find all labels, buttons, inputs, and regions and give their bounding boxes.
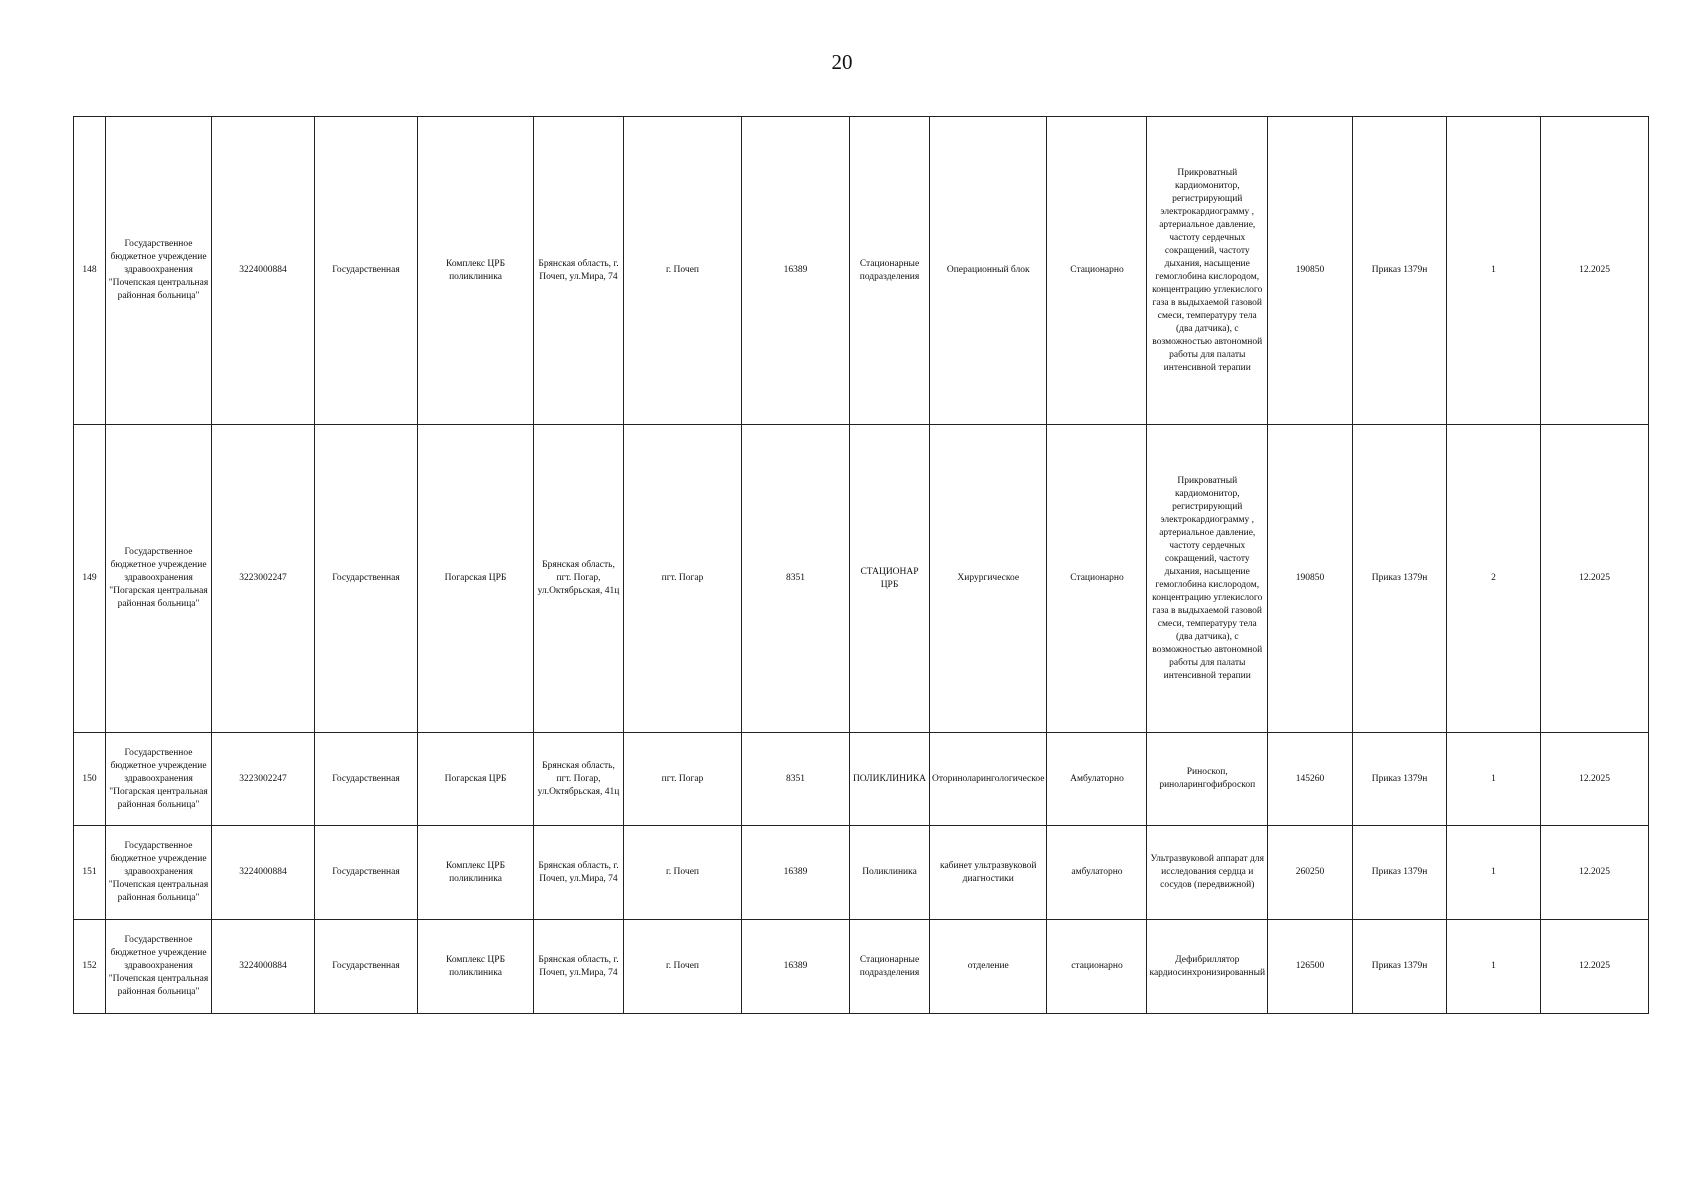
order: Приказ 1379н [1353,920,1447,1014]
row-number: 151 [74,826,106,920]
care-form: Стационарно [1047,425,1147,733]
ownership: Государственная [315,733,418,826]
department: Хирургическое [930,425,1047,733]
date: 12.2025 [1541,733,1649,826]
address: Брянская область, г. Почеп, ул.Мира, 74 [534,117,624,425]
table-row [74,117,1649,425]
quantity: 1 [1447,117,1541,425]
quantity: 1 [1447,826,1541,920]
care-form: стационарно [1047,920,1147,1014]
population: 8351 [742,425,850,733]
organization-name: Государственное бюджетное учреждение здравоохранения "Почепская центральная районная больница" [106,117,212,425]
date: 12.2025 [1541,425,1649,733]
organization-name: Государственное бюджетное учреждение здравоохранения "Почепская центральная районная больница" [106,826,212,920]
date: 12.2025 [1541,920,1649,1014]
table-row [74,425,1649,733]
quantity: 1 [1447,733,1541,826]
locality: г. Почеп [624,117,742,425]
address: Брянская область, г. Почеп, ул.Мира, 74 [534,826,624,920]
unit: ПОЛИКЛИНИКА [850,733,930,826]
equipment: Дефибриллятор кардиосинхронизированный [1147,920,1268,1014]
table-row [74,920,1649,1014]
table-row [74,733,1649,826]
locality: пгт. Погар [624,733,742,826]
date: 12.2025 [1541,117,1649,425]
ownership: Государственная [315,920,418,1014]
unit: СТАЦИОНАР ЦРБ [850,425,930,733]
date: 12.2025 [1541,826,1649,920]
order: Приказ 1379н [1353,117,1447,425]
page-number: 20 [831,50,853,74]
address: Брянская область, пгт. Погар, ул.Октябрьская, 41ц [534,425,624,733]
population: 8351 [742,733,850,826]
inn: 3224000884 [212,826,315,920]
row-number: 150 [74,733,106,826]
facility: Комплекс ЦРБ поликлиника [418,826,534,920]
order: Приказ 1379н [1353,826,1447,920]
locality: г. Почеп [624,920,742,1014]
population: 16389 [742,920,850,1014]
row-number: 149 [74,425,106,733]
department: Оториноларингологическое [930,733,1047,826]
facility: Погарская ЦРБ [418,733,534,826]
table-row [74,826,1649,920]
facility: Погарская ЦРБ [418,425,534,733]
unit: Поликлиника [850,826,930,920]
care-form: Амбулаторно [1047,733,1147,826]
inn: 3223002247 [212,733,315,826]
equipment-code: 145260 [1268,733,1353,826]
department: Операционный блок [930,117,1047,425]
equipment-code: 260250 [1268,826,1353,920]
care-form: Стационарно [1047,117,1147,425]
equipment-code: 126500 [1268,920,1353,1014]
equipment: Прикроватный кардиомонитор, регистрирующий электрокардиограмму , артериальное давление, частоту сердечных сокращений, частоту дыхания, насыщение гемоглобина кислородом, концентрацию углекислого газа в выдыхаемой газовой смеси, температуру тела (два датчика), с возможностью автономной работы для палаты интенсивной терапии [1147,117,1268,425]
inn: 3223002247 [212,425,315,733]
quantity: 2 [1447,425,1541,733]
unit: Стационарные подразделения [850,920,930,1014]
unit: Стационарные подразделения [850,117,930,425]
row-number: 152 [74,920,106,1014]
address: Брянская область, г. Почеп, ул.Мира, 74 [534,920,624,1014]
row-number: 148 [74,117,106,425]
order: Приказ 1379н [1353,733,1447,826]
organization-name: Государственное бюджетное учреждение здравоохранения "Почепская центральная районная больница" [106,920,212,1014]
equipment-code: 190850 [1268,117,1353,425]
ownership: Государственная [315,425,418,733]
ownership: Государственная [315,117,418,425]
facility: Комплекс ЦРБ поликлиника [418,117,534,425]
order: Приказ 1379н [1353,425,1447,733]
equipment-code: 190850 [1268,425,1353,733]
organization-name: Государственное бюджетное учреждение здравоохранения "Погарская центральная районная больница" [106,733,212,826]
quantity: 1 [1447,920,1541,1014]
address: Брянская область, пгт. Погар, ул.Октябрьская, 41ц [534,733,624,826]
inn: 3224000884 [212,920,315,1014]
care-form: амбулаторно [1047,826,1147,920]
ownership: Государственная [315,826,418,920]
department: отделение [930,920,1047,1014]
population: 16389 [742,826,850,920]
population: 16389 [742,117,850,425]
locality: г. Почеп [624,826,742,920]
equipment: Риноскоп, риноларингофиброскоп [1147,733,1268,826]
locality: пгт. Погар [624,425,742,733]
facility: Комплекс ЦРБ поликлиника [418,920,534,1014]
department: кабинет ультразвуковой диагностики [930,826,1047,920]
organization-name: Государственное бюджетное учреждение здравоохранения "Погарская центральная районная больница" [106,425,212,733]
equipment-table [73,116,1649,1014]
equipment: Прикроватный кардиомонитор, регистрирующий электрокардиограмму , артериальное давление, частоту сердечных сокращений, частоту дыхания, насыщение гемоглобина кислородом, концентрацию углекислого газа в выдыхаемой газовой смеси, температуру тела (два датчика), с возможностью автономной работы для палаты интенсивной терапии [1147,425,1268,733]
equipment: Ультразвуковой аппарат для исследования сердца и сосудов (передвижной) [1147,826,1268,920]
inn: 3224000884 [212,117,315,425]
